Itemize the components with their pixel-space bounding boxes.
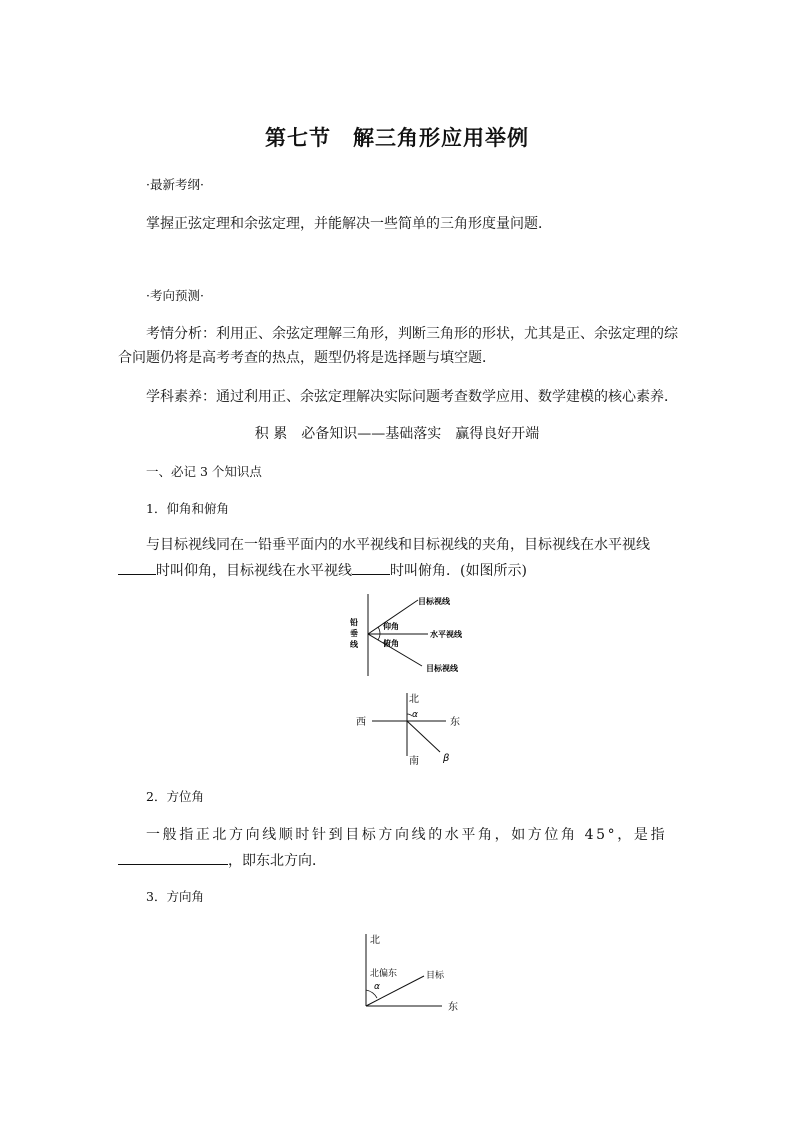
depression-arc <box>378 634 380 640</box>
item2-line-2-text: ，即东北方向． <box>228 853 326 869</box>
north-label: 北 <box>409 694 419 705</box>
item3-title: 3．方向角 <box>146 889 204 904</box>
item1-line-2a: 时叫仰角，目标视线在水平视线 <box>156 563 352 579</box>
target-up-label: 目标视线 <box>418 597 450 606</box>
section-latest-heading: ·最新考纲· <box>146 177 204 192</box>
south-label: 南 <box>409 756 419 767</box>
east-label: 东 <box>450 717 460 728</box>
beta-label: β <box>443 753 450 764</box>
target-label: 目标 <box>426 971 445 981</box>
east-label: 东 <box>448 1002 458 1013</box>
section-forecast-heading: ·考向预测· <box>146 288 204 303</box>
heading-knowledge-points: 一、必记 3 个知识点 <box>146 464 262 479</box>
fill-blank <box>118 848 228 865</box>
alpha-label: α <box>412 710 418 720</box>
depression-label: 俯角 <box>383 639 399 648</box>
vertical-label-1: 铅 <box>350 618 358 627</box>
vertical-label-2: 垂 <box>350 629 358 638</box>
direction-line <box>407 721 440 752</box>
item2-line-2 <box>118 848 326 873</box>
direction-angle-figure <box>350 928 470 1018</box>
fill-blank <box>118 558 156 575</box>
north-label: 北 <box>370 935 380 946</box>
horizontal-label: 水平视线 <box>430 630 462 639</box>
west-label: 西 <box>356 717 366 728</box>
target-down-label: 目标视线 <box>426 664 458 673</box>
item1-line-2b: 时叫俯角．(如图所示) <box>390 563 527 579</box>
item2-line-1: 一般指正北方向线顺时针到目标方向线的水平角，如方位角 45°，是指 <box>146 827 668 843</box>
section-banner: 积 累 必备知识——基础落实 赢得良好开端 <box>254 426 540 442</box>
item2-title: 2．方位角 <box>146 789 204 804</box>
item1-title: 1．仰角和俯角 <box>146 501 229 516</box>
item1-line-1: 与目标视线同在一铅垂平面内的水平视线和目标视线的夹角，目标视线在水平视线 <box>146 537 650 553</box>
elevation-arc <box>378 627 380 634</box>
fill-blank <box>352 558 390 575</box>
item1-line-2 <box>118 558 527 583</box>
elevation-depression-figure <box>340 590 480 682</box>
latest-text: 掌握正弦定理和余弦定理，并能解决一些简单的三角形度量问题． <box>146 216 552 232</box>
alpha-label: α <box>374 982 380 992</box>
compass-figure <box>350 688 470 768</box>
vertical-label-3: 线 <box>350 640 358 649</box>
ne-label: 北偏东 <box>370 969 398 979</box>
forecast-line-2: 合问题仍将是高考考查的热点，题型仍将是选择题与填空题． <box>118 350 496 366</box>
elevation-label: 仰角 <box>383 622 399 631</box>
forecast-line-1: 考情分析：利用正、余弦定理解三角形，判断三角形的形状，尤其是正、余弦定理的综 <box>146 326 678 342</box>
page-title: 第七节 解三角形应用举例 <box>265 125 529 150</box>
literacy-text: 学科素养：通过利用正、余弦定理解决实际问题考查数学应用、数学建模的核心素养． <box>146 389 678 405</box>
